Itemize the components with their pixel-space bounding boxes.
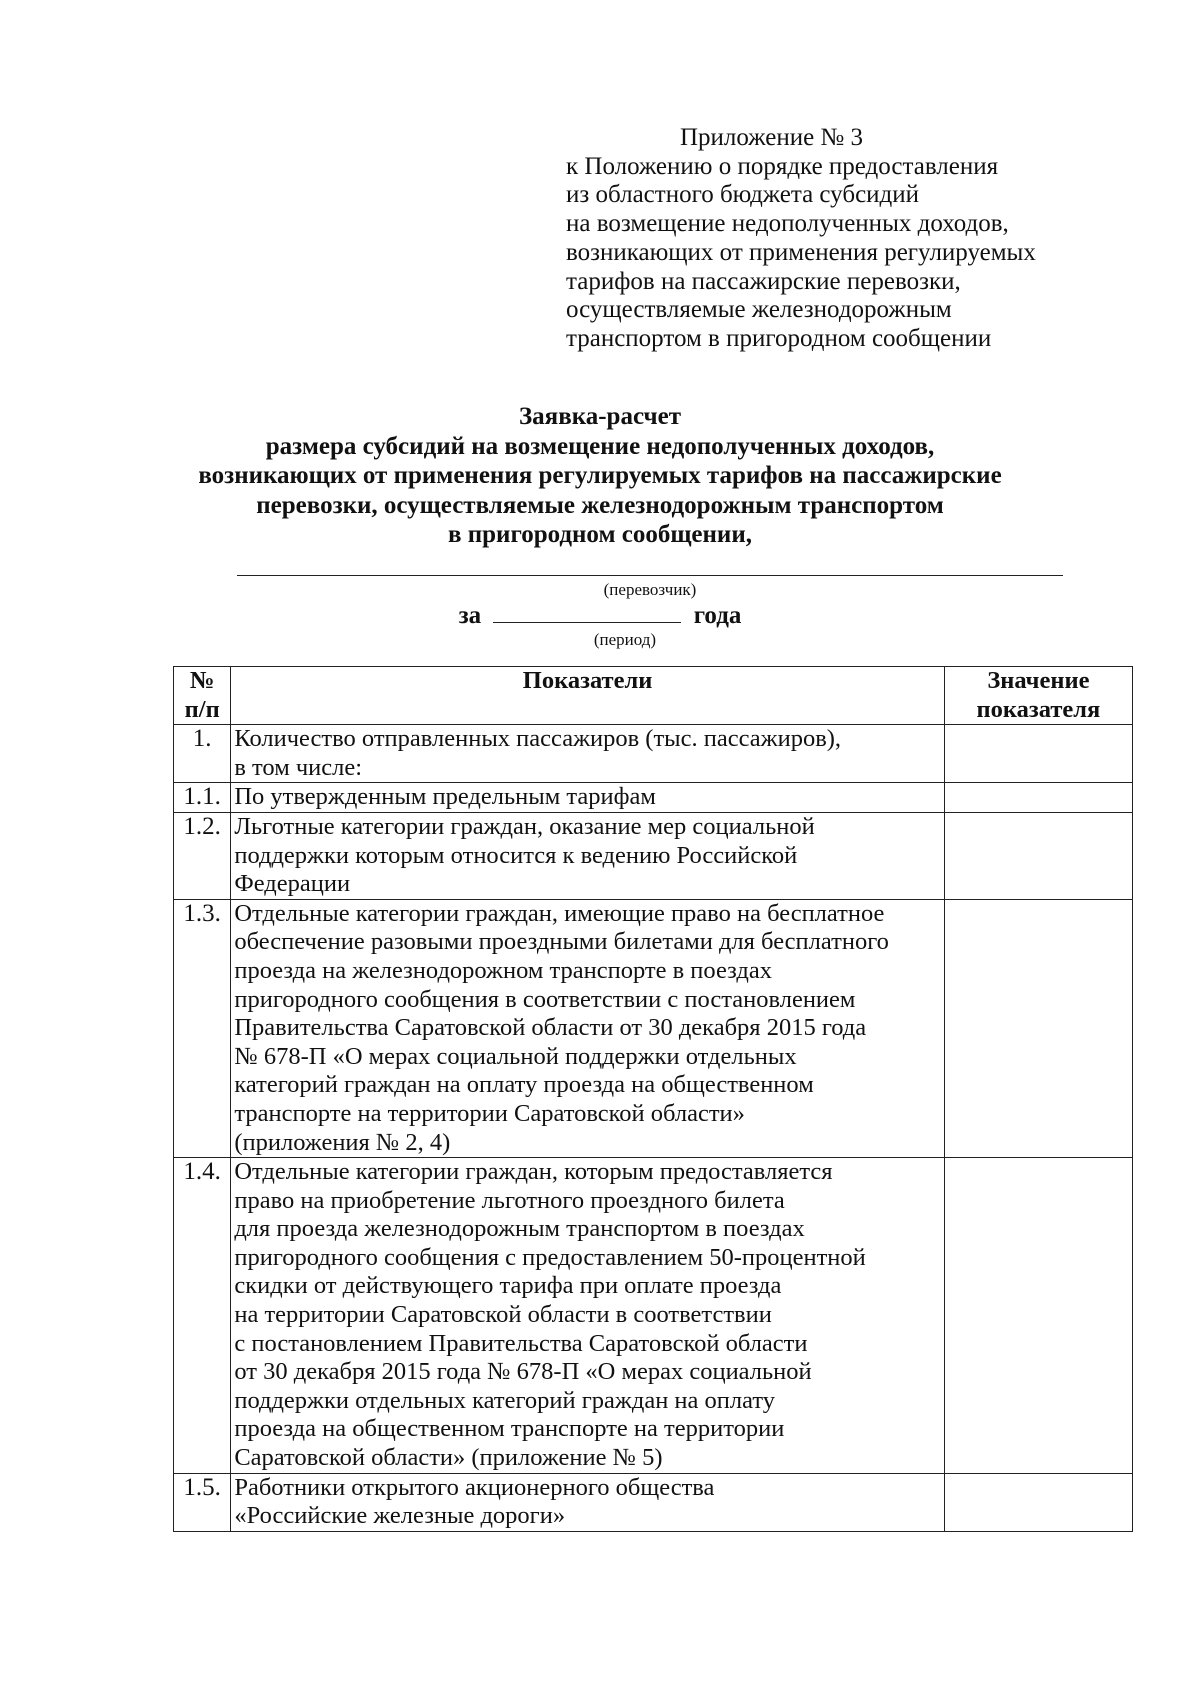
row-value-cell[interactable] bbox=[944, 725, 1132, 783]
period-suffix: года bbox=[693, 602, 742, 629]
table-row bbox=[174, 725, 1133, 783]
indicator-line: Работники открытого акционерного общества bbox=[234, 1473, 715, 1501]
indicator-line: пригородного сообщения с предоставлением 50-процентной bbox=[234, 1243, 866, 1271]
annex-line: транспортом в пригородном сообщении bbox=[566, 324, 992, 352]
title-line: возникающих от применения регулируемых тарифов на пассажирские bbox=[198, 462, 1002, 489]
table-row bbox=[174, 812, 1133, 899]
indicator-line: обеспечение разовыми проездными билетами для бесплатного bbox=[234, 928, 889, 956]
indicator-line: проезда на железнодорожном транспорте в поездах bbox=[234, 956, 772, 984]
indicator-line: от 30 декабря 2015 года № 678-П «О мерах социальной bbox=[234, 1358, 812, 1386]
header-indicators: Показатели bbox=[231, 667, 944, 725]
annex-line: к Положению о порядке предоставления bbox=[566, 152, 999, 180]
header-num-line2: п/п bbox=[184, 695, 220, 723]
indicator-line: категорий граждан на оплату проезда на общественном bbox=[234, 1071, 814, 1099]
title-line: Заявка-расчет bbox=[518, 403, 682, 430]
annex-title: Приложение № 3 bbox=[680, 124, 864, 151]
row-number: 1.4. bbox=[174, 1158, 231, 1474]
row-indicator bbox=[231, 783, 944, 813]
row-indicator bbox=[231, 899, 944, 1157]
row-value-cell[interactable] bbox=[944, 1473, 1132, 1531]
carrier-caption: (перевозчик) bbox=[603, 580, 697, 599]
annex-line: осуществляемые железнодорожным bbox=[566, 296, 952, 324]
row-number: 1. bbox=[174, 725, 231, 783]
title-line: размера субсидий на возмещение недополученных доходов, bbox=[265, 432, 935, 460]
indicator-line: Саратовской области» (приложение № 5) bbox=[234, 1444, 663, 1472]
indicator-line: (приложения № 2, 4) bbox=[234, 1128, 451, 1156]
indicator-line: поддержки отдельных категорий граждан на оплату bbox=[234, 1386, 776, 1414]
indicator-line: Отдельные категории граждан, которым предоставляется bbox=[234, 1158, 833, 1186]
indicators-table bbox=[173, 666, 1133, 1532]
table-header-row bbox=[174, 667, 1133, 725]
indicator-line: По утвержденным предельным тарифам bbox=[234, 783, 656, 811]
row-indicator bbox=[231, 725, 944, 783]
header-num bbox=[174, 667, 231, 725]
row-indicator bbox=[231, 1473, 944, 1531]
row-number: 1.5. bbox=[174, 1473, 231, 1531]
indicator-line: Федерации bbox=[234, 870, 351, 898]
header-value bbox=[944, 667, 1132, 725]
indicator-line: проезда на общественном транспорте на территории bbox=[234, 1415, 785, 1443]
table-row bbox=[174, 1473, 1133, 1531]
indicator-line: на территории Саратовской области в соответствии bbox=[234, 1301, 772, 1329]
annex-line: возникающих от применения регулируемых bbox=[566, 238, 1036, 266]
indicator-line: Отдельные категории граждан, имеющие право на бесплатное bbox=[234, 899, 885, 927]
period-fill-line bbox=[493, 600, 681, 623]
row-indicator bbox=[231, 1158, 944, 1474]
annex-line: из областного бюджета субсидий bbox=[566, 181, 920, 209]
document-title bbox=[140, 402, 1060, 550]
title-line: перевозки, осуществляемые железнодорожным транспортом bbox=[256, 491, 944, 519]
period-row bbox=[0, 600, 1200, 631]
annex-reference bbox=[566, 124, 1126, 354]
row-number: 1.3. bbox=[174, 899, 231, 1157]
row-value-cell[interactable] bbox=[944, 899, 1132, 1157]
table-row bbox=[174, 899, 1133, 1157]
row-indicator bbox=[231, 812, 944, 899]
header-value-line1: Значение bbox=[987, 667, 1090, 694]
indicator-line: Количество отправленных пассажиров (тыс. пассажиров), bbox=[234, 725, 842, 753]
indicator-line: скидки от действующего тарифа при оплате проезда bbox=[234, 1272, 782, 1300]
indicator-line: Правительства Саратовской области от 30 декабря 2015 года bbox=[234, 1014, 867, 1042]
indicator-line: «Российские железные дороги» bbox=[234, 1502, 566, 1530]
indicator-line: поддержки которым относится к ведению Российской bbox=[234, 841, 798, 869]
row-number: 1.1. bbox=[174, 783, 231, 813]
indicator-line: в том числе: bbox=[234, 753, 363, 781]
row-value-cell[interactable] bbox=[944, 812, 1132, 899]
header-num-line1: № bbox=[189, 667, 215, 694]
header-value-line2: показателя bbox=[976, 695, 1101, 723]
indicator-line: для проезда железнодорожным транспортом в поездах bbox=[234, 1215, 805, 1243]
annex-line: на возмещение недополученных доходов, bbox=[566, 210, 1009, 238]
period-caption: (период) bbox=[593, 630, 657, 649]
indicator-line: транспорте на территории Саратовской области» bbox=[234, 1099, 745, 1127]
indicator-line: Льготные категории граждан, оказание мер социальной bbox=[234, 812, 815, 840]
indicator-line: № 678-П «О мерах социальной поддержки отдельных bbox=[234, 1042, 797, 1070]
table-row bbox=[174, 1158, 1133, 1474]
indicator-line: пригородного сообщения в соответствии с постановлением bbox=[234, 985, 856, 1013]
carrier-fill-line bbox=[237, 575, 1063, 576]
indicator-line: с постановлением Правительства Саратовской области bbox=[234, 1329, 808, 1357]
indicator-line: право на приобретение льготного проездного билета bbox=[234, 1186, 785, 1214]
table-row bbox=[174, 783, 1133, 813]
annex-line: тарифов на пассажирские перевозки, bbox=[566, 267, 961, 295]
row-value-cell[interactable] bbox=[944, 783, 1132, 813]
row-number: 1.2. bbox=[174, 812, 231, 899]
row-value-cell[interactable] bbox=[944, 1158, 1132, 1474]
title-line: в пригородном сообщении, bbox=[448, 521, 752, 548]
period-prefix: за bbox=[458, 602, 482, 629]
